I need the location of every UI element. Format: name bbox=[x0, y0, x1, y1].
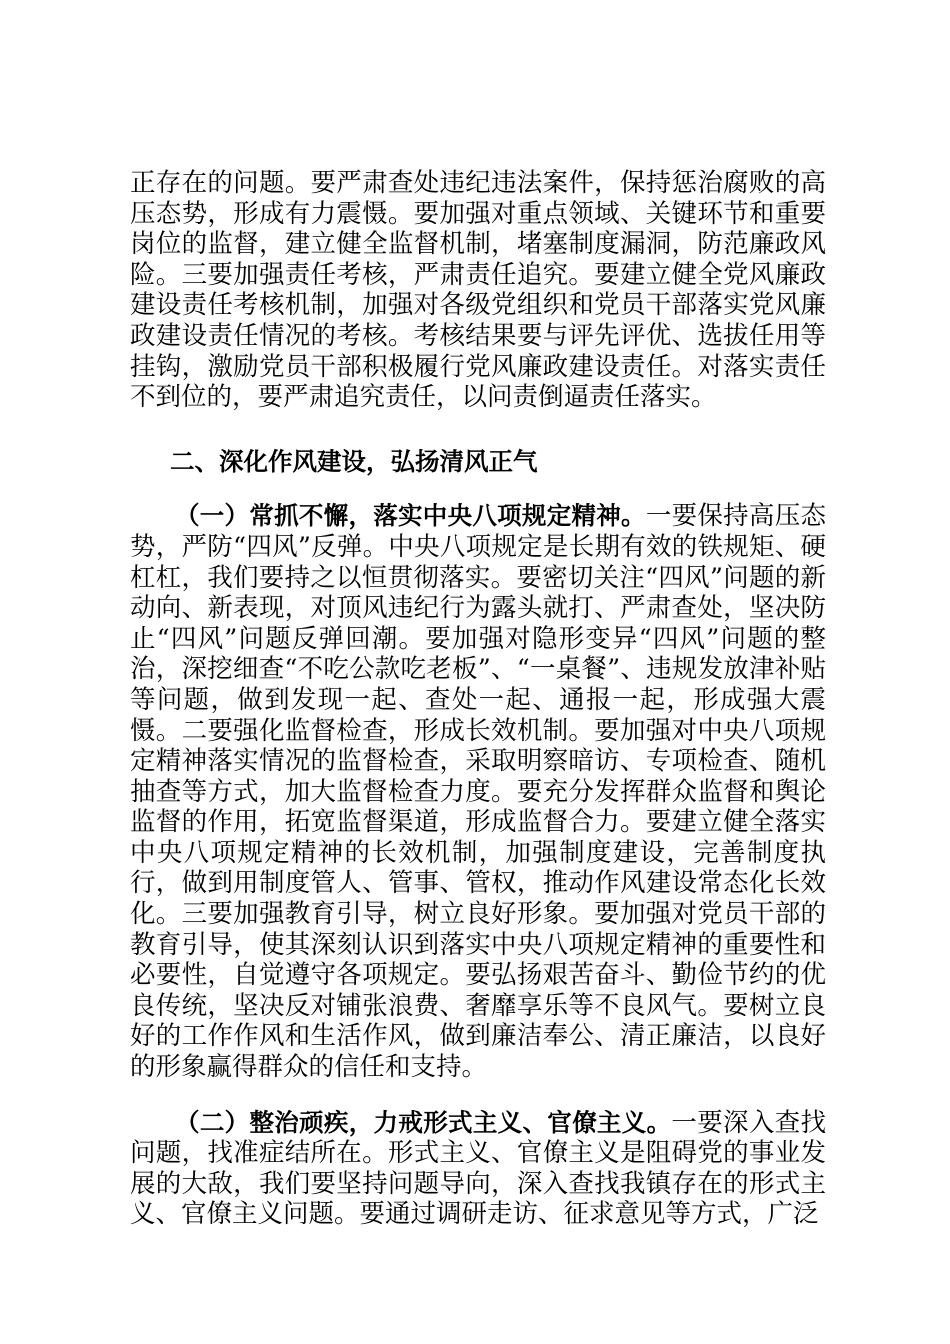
subsection-2-lead: （二）整治顽疾，力戒形式主义、官僚主义。 bbox=[175, 1107, 672, 1137]
subsection-2-paragraph bbox=[130, 1108, 826, 1230]
subsection-2-body: 一要深入查找问题，找准症结所在。形式主义、官僚主义是阻碍党的事业发展的大敌，我们要坚持问题导向，深入查找我镇存在的形式主义、官僚主义问题。要通过调研走访、征求意见等方式，广泛 bbox=[130, 1107, 826, 1230]
subsection-1-body: 一要保持高压态势，严防“四风”反弹。中央八项规定是长期有效的铁规矩、硬杠杠，我们要持之以恒贯彻落实。要密切关注“四风”问题的新动向、新表现，对顶风违纪行为露头就打、严肃查处，坚决防止“四风”问题反弹回潮。要加强对隐形变异“四风”问题的整治，深挖细查“不吃公款吃老板”、“一桌餐”、违规发放津补贴等问题，做到发现一起、查处一起、通报一起，形成强大震慑。二要强化监督检查，形成长效机制。要加强对中央八项规定精神落实情况的监督检查，采取明察暗访、专项检查、随机抽查等方式，加大监督检查力度。要充分发挥群众监督和舆论监督的作用，拓宽监督渠道，形成监督合力。要建立健全落实中央八项规定精神的长效机制，加强制度建设，完善制度执行，做到用制度管人、管事、管权，推动作风建设常态化长效化。三要加强教育引导，树立良好形象。要加强对党员干部的教育引导，使其深刻认识到落实中央八项规定精神的重要性和必要性，自觉遵守各项规定。要弘扬艰苦奋斗、勤俭节约的优良传统，坚决反对铺张浪费、奢靡享乐等不良风气。要树立良好的工作作风和生活作风，做到廉洁奉公、清正廉洁，以良好的形象赢得群众的信任和支持。 bbox=[130, 501, 826, 1083]
document-page bbox=[130, 168, 826, 1230]
subsection-1-lead: （一）常抓不懈，落实中央八项规定精神。 bbox=[175, 501, 646, 531]
subsection-1-paragraph bbox=[130, 501, 826, 1082]
section-heading: 二、深化作风建设，弘扬清风正气 bbox=[170, 446, 538, 476]
continued-paragraph: 正存在的问题。要严肃查处违纪违法案件，保持惩治腐败的高压态势，形成有力震慑。要加强对重点领域、关键环节和重要岗位的监督，建立健全监督机制，堵塞制度漏洞，防范廉政风险。三要加强责任考核，严肃责任追究。要建立健全党风廉政建设责任考核机制，加强对各级党组织和党员干部落实党风廉政建设责任情况的考核。考核结果要与评先评优、选拔任用等挂钩，激励党员干部积极履行党风廉政建设责任。对落实责任不到位的，要严肃追究责任，以问责倒逼责任落实。 bbox=[130, 168, 826, 413]
